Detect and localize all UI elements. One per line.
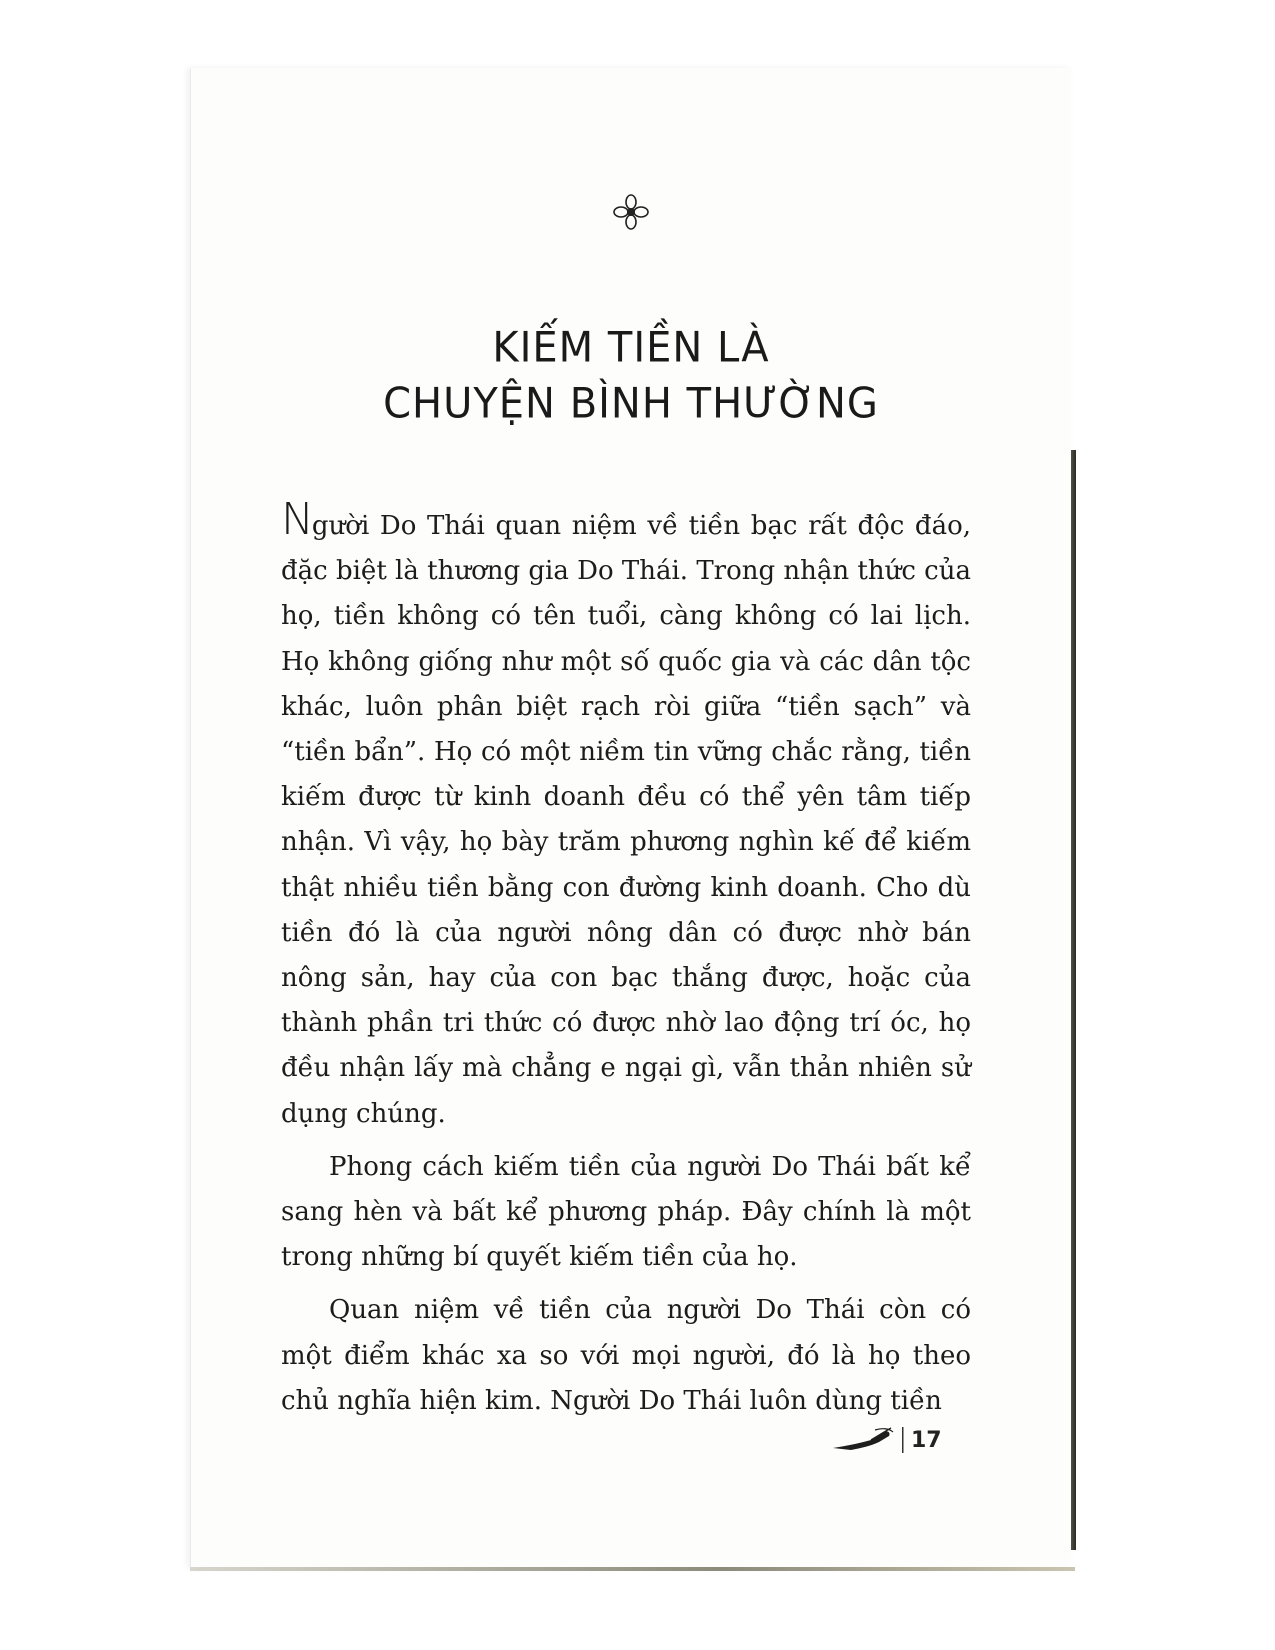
chapter-title-line-1: KIẾM TIỀN LÀ [492, 323, 770, 373]
page-number: 17 [911, 1427, 942, 1453]
page-footer [831, 1426, 942, 1454]
page-bottom-edge [190, 1567, 1075, 1571]
paragraph-1 [281, 494, 971, 1137]
chapter-title-line-2: CHUYỆN BÌNH THƯỜNG [383, 379, 879, 429]
drop-cap: N [281, 494, 312, 545]
chapter-title [191, 320, 1071, 432]
book-page [190, 68, 1071, 1568]
chapter-ornament [191, 192, 1071, 236]
floral-ornament-icon [611, 192, 651, 232]
footer-divider [901, 1427, 905, 1453]
paragraph-1-text: gười Do Thái quan niệm về tiền bạc rất độc đáo, đặc biệt là thương gia Do Thái. Trong nhận thức của họ, tiền không có tên tuổi, càng không có lai lịch. Họ không giống như một số quốc gia và các dân tộc khác, luôn phân biệt rạch ròi giữa “tiền sạch” và “tiền bẩn”. Họ có một niềm tin vững chắc rằng, tiền kiếm được từ kinh doanh đều có thể yên tâm tiếp nhận. Vì vậy, họ bày trăm phương nghìn kế để kiếm thật nhiều tiền bằng con đường kinh doanh. Cho dù tiền đó là của người nông dân có được nhờ bán nông sản, hay của con bạc thắng được, hoặc của thành phần tri thức có được nhờ lao động trí óc, họ đều nhận lấy mà chẳng e ngại gì, vẫn thản nhiên sử dụng chúng. [281, 511, 971, 1129]
chapter-body [281, 494, 971, 1432]
paragraph-2: Phong cách kiếm tiền của người Do Thái bất kể sang hèn và bất kể phương pháp. Đây chính là một trong những bí quyết kiếm tiền của họ. [281, 1151, 971, 1273]
quill-pen-icon [831, 1426, 895, 1454]
paragraph-3: Quan niệm về tiền của người Do Thái còn có một điểm khác xa so với mọi người, đó là họ theo chủ nghĩa hiện kim. Người Do Thái luôn dùng tiền [281, 1295, 971, 1416]
